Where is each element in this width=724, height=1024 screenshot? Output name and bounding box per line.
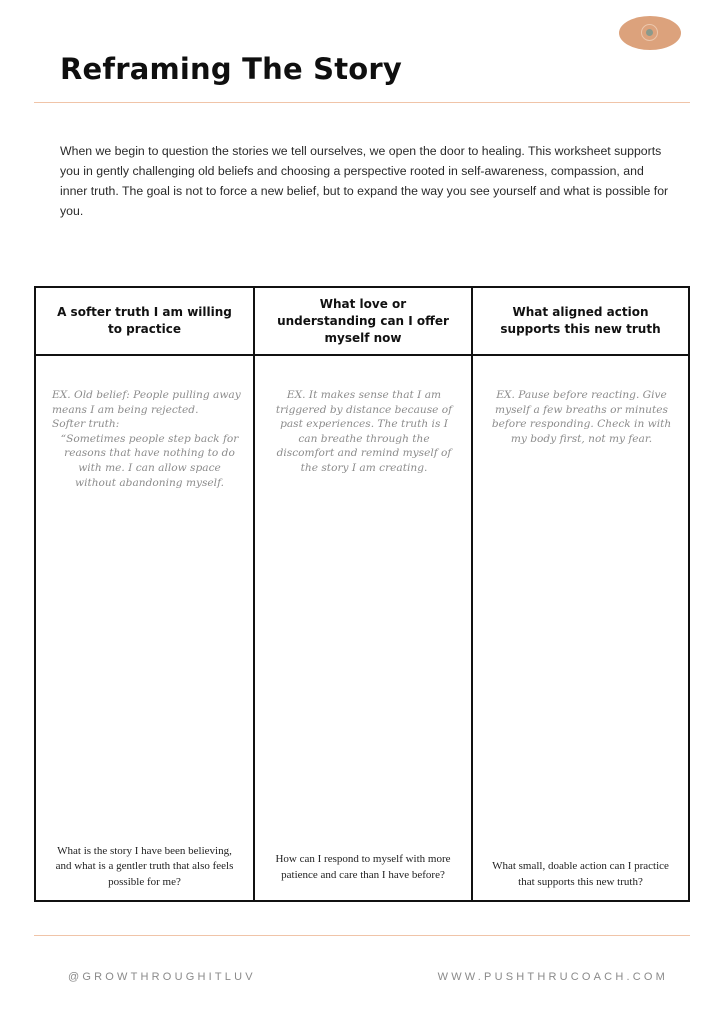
column-prompt: What is the story I have been believing, and what is a gentler truth that also feels possible for me? — [55, 844, 234, 888]
worksheet-table — [34, 286, 690, 902]
column-softer-truth[interactable] — [36, 288, 253, 900]
column-header: A softer truth I am willing to practice — [36, 288, 253, 356]
intro-paragraph: When we begin to question the stories we tell ourselves, we open the door to healing. This worksheet supports you in gently challenging old beliefs and choosing a perspective rooted in self-awareness, compassion, and inner truth. The goal is not to force a new belief, but to expand the way you see yourself and what is possible for you. — [60, 144, 669, 218]
example-line: EX. Old belief: People pulling away means I am being rejected. — [52, 389, 241, 416]
brand-logo — [619, 16, 681, 50]
page-title: Reframing The Story — [60, 52, 403, 86]
column-aligned-action[interactable] — [471, 288, 688, 900]
example-text — [52, 388, 241, 490]
social-handle[interactable]: @GROWTHROUGHITLUV — [68, 971, 256, 983]
website-link[interactable]: WWW.PUSHTHRUCOACH.COM — [437, 971, 668, 983]
example-line: Softer truth: — [52, 418, 120, 431]
lotus-flower-icon — [646, 29, 653, 36]
example-text: EX. Pause before reacting. Give myself a few breaths or minutes before responding. Check in with my body first, not my fear. — [491, 389, 672, 445]
column-header: What aligned action supports this new truth — [473, 288, 688, 356]
column-prompt: How can I respond to myself with more patience and care than I have before? — [275, 853, 451, 881]
column-header: What love or understanding can I offer myself now — [255, 288, 471, 356]
header-divider — [34, 102, 690, 103]
example-quote: “Sometimes people step back for reasons that have nothing to do with me. I can allow space without abandoning myself. — [60, 432, 239, 489]
column-love-understanding[interactable] — [253, 288, 471, 900]
example-text: EX. It makes sense that I am triggered by distance because of past experiences. The truth is I can breathe through the discomfort and remind myself of the story I am creating. — [275, 389, 453, 474]
footer-divider — [34, 935, 690, 936]
column-prompt: What small, doable action can I practice that supports this new truth? — [492, 860, 669, 888]
